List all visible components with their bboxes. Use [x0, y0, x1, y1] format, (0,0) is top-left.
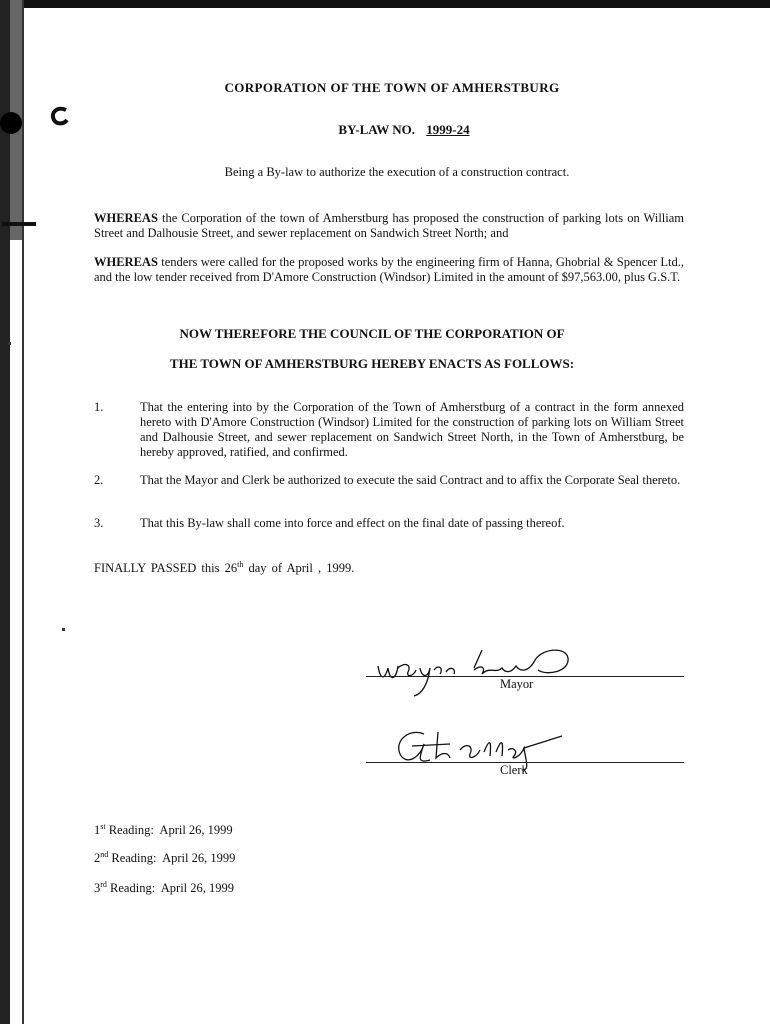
scan-margin-line	[22, 0, 24, 1024]
passed-year: , 1999.	[318, 561, 355, 576]
document-title: CORPORATION OF THE TOWN OF AMHERSTBURG	[224, 80, 560, 95]
ordinal-suffix: st	[100, 822, 106, 831]
reading-label: Reading:	[108, 823, 154, 838]
item-number: 3.	[94, 516, 104, 530]
punch-hole	[0, 112, 22, 134]
mayor-signature	[370, 638, 580, 698]
passed-day: 26th	[224, 560, 244, 576]
passed-month: April	[286, 561, 313, 576]
scan-speck	[62, 628, 65, 631]
whereas-keyword: WHEREAS	[94, 255, 158, 269]
reading-date: April 26, 1999	[160, 881, 235, 896]
item-number: 2.	[94, 473, 104, 487]
whereas-text: the Corporation of the town of Amherstburg has proposed the construction of parking lots on William Street and Dalhousie Street, and sewer replacement on Sandwich Street North; and	[94, 211, 685, 240]
reading-label: Reading:	[110, 881, 156, 896]
passed-prefix: FINALLY PASSED this	[94, 561, 220, 576]
item-number: 1.	[94, 400, 104, 414]
ordinal-suffix: nd	[100, 850, 109, 859]
finally-passed-line	[94, 560, 354, 576]
reading-line: 1st Reading: April 26, 1999	[94, 822, 233, 838]
clerk-signature	[390, 722, 570, 772]
clerk-label: Clerk	[500, 763, 528, 777]
reading-line: 3rd Reading: April 26, 1999	[94, 880, 235, 896]
bylaw-label: BY-LAW NO.	[338, 122, 415, 137]
bylaw-number-line	[22, 122, 770, 138]
scan-top-edge	[0, 0, 770, 8]
enactment-line-2: THE TOWN OF AMHERSTBURG HEREBY ENACTS AS FOLLOWS:	[169, 356, 575, 371]
whereas-clause	[94, 255, 684, 285]
whereas-clause	[94, 211, 684, 241]
passed-middle: day of	[248, 561, 283, 576]
document-subtitle: Being a By-law to authorize the execution of a construction contract.	[224, 165, 570, 179]
whereas-text: tenders were called for the proposed works by the engineering firm of Hanna, Ghobrial & Spencer Ltd., and the low tender received from D'Amore Construction (Windsor) Limited in the amount of $97,563.00, plus G.S.T.	[94, 255, 685, 284]
reading-label: Reading:	[111, 851, 157, 866]
day-suffix: th	[237, 560, 244, 569]
enactment-line-1: NOW THEREFORE THE COUNCIL OF THE CORPORATION OF	[179, 326, 565, 341]
reading-date: April 26, 1999	[159, 823, 233, 838]
item-text: That the entering into by the Corporation of the Town of Amherstburg of a contract in the form annexed hereto with D'Amore Construction (Windsor) Limited for the construction of parking lots on William Street and Dalhousie Street, and sewer replacement on Sandwich Street North, in the Town of Amherstburg, be hereby approved, ratified, and confirmed.	[140, 400, 684, 459]
reading-date: April 26, 1999	[162, 851, 236, 866]
scan-speck	[8, 342, 11, 345]
scan-left-edge	[0, 0, 10, 1024]
ordinal-suffix: rd	[100, 880, 107, 889]
bylaw-number: 1999-24	[426, 122, 470, 137]
item-text: That the Mayor and Clerk be authorized to execute the said Contract and to affix the Corporate Seal thereto.	[140, 473, 681, 487]
whereas-keyword: WHEREAS	[94, 211, 158, 225]
scan-bracket-mark	[2, 222, 36, 226]
mayor-label: Mayor	[500, 677, 534, 691]
item-text: That this By-law shall come into force and effect on the final date of passing thereof.	[140, 516, 565, 530]
reading-line: 2nd Reading: April 26, 1999	[94, 850, 236, 866]
